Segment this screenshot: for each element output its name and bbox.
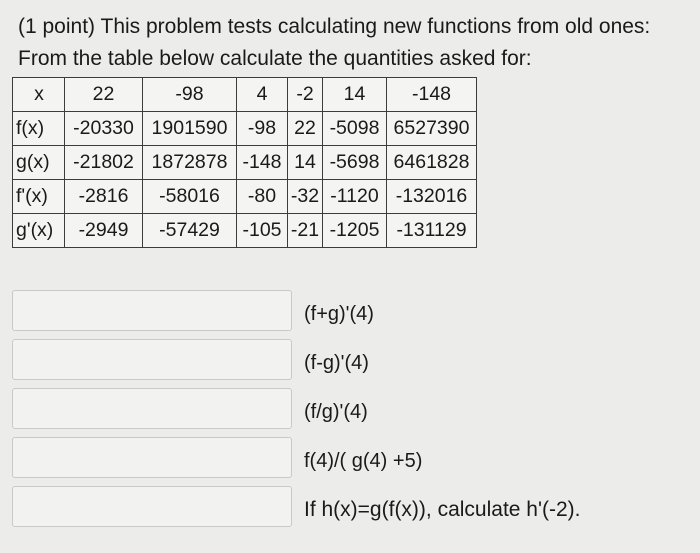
table-cell: -1205 bbox=[323, 214, 387, 248]
table-cell: -2949 bbox=[65, 214, 143, 248]
answer-input-2[interactable] bbox=[12, 339, 292, 380]
table-cell: -132016 bbox=[387, 180, 477, 214]
question-label-4: f(4)/( g(4) +5) bbox=[304, 450, 423, 472]
table-cell: -148 bbox=[237, 146, 288, 180]
table-row-g-prime bbox=[13, 214, 477, 248]
question-label-3: (f/g)'(4) bbox=[304, 401, 368, 423]
table-cell: -131129 bbox=[387, 214, 477, 248]
table-cell: 1872878 bbox=[143, 146, 237, 180]
table-cell: -57429 bbox=[143, 214, 237, 248]
table-cell: -32 bbox=[288, 180, 323, 214]
table-cell: -21802 bbox=[65, 146, 143, 180]
answer-input-1[interactable] bbox=[12, 290, 292, 331]
table-row-g bbox=[13, 146, 477, 180]
problem-statement-line2: From the table below calculate the quantities asked for: bbox=[18, 47, 532, 70]
table-cell: 14 bbox=[288, 146, 323, 180]
table-cell: -98 bbox=[237, 112, 288, 146]
table-cell: -20330 bbox=[65, 112, 143, 146]
row-label: g(x) bbox=[13, 146, 65, 180]
table-cell: -80 bbox=[237, 180, 288, 214]
table-cell: -2 bbox=[288, 78, 323, 112]
question-label-1: (f+g)'(4) bbox=[304, 303, 374, 325]
row-label: x bbox=[13, 78, 65, 112]
table-cell: 22 bbox=[288, 112, 323, 146]
table-cell: 14 bbox=[323, 78, 387, 112]
table-cell: -98 bbox=[143, 78, 237, 112]
table-cell: 6527390 bbox=[387, 112, 477, 146]
table-cell: -2816 bbox=[65, 180, 143, 214]
table-cell: -1120 bbox=[323, 180, 387, 214]
answer-input-5[interactable] bbox=[12, 486, 292, 527]
table-cell: -5698 bbox=[323, 146, 387, 180]
question-label-2: (f-g)'(4) bbox=[304, 352, 369, 374]
question-label-5: If h(x)=g(f(x)), calculate h'(-2). bbox=[304, 498, 581, 521]
values-table bbox=[12, 77, 477, 248]
row-label: f'(x) bbox=[13, 180, 65, 214]
table-cell: 6461828 bbox=[387, 146, 477, 180]
answer-input-4[interactable] bbox=[12, 437, 292, 478]
table-cell: -5098 bbox=[323, 112, 387, 146]
row-label: g'(x) bbox=[13, 214, 65, 248]
row-label: f(x) bbox=[13, 112, 65, 146]
table-cell: -148 bbox=[387, 78, 477, 112]
table-row-f bbox=[13, 112, 477, 146]
table-cell: -58016 bbox=[143, 180, 237, 214]
table-cell: 1901590 bbox=[143, 112, 237, 146]
problem-statement-line1: (1 point) This problem tests calculating new functions from old ones: bbox=[18, 15, 651, 38]
table-cell: 22 bbox=[65, 78, 143, 112]
table-row-x bbox=[13, 78, 477, 112]
table-cell: 4 bbox=[237, 78, 288, 112]
table-row-f-prime bbox=[13, 180, 477, 214]
table-cell: -21 bbox=[288, 214, 323, 248]
answer-input-3[interactable] bbox=[12, 388, 292, 429]
table-cell: -105 bbox=[237, 214, 288, 248]
